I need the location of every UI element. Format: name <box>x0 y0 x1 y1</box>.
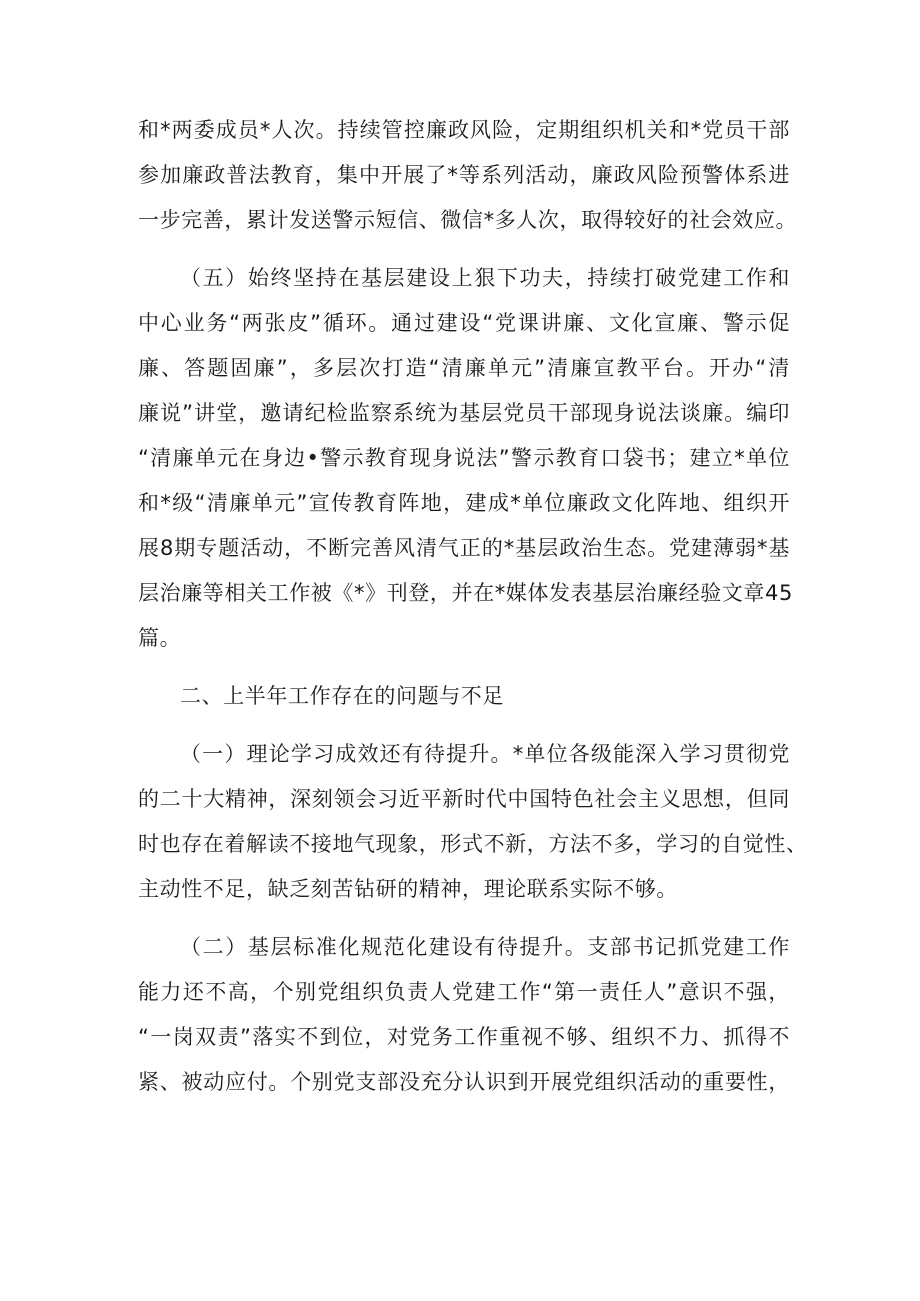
text-line: （一）理论学习成效还有待提升。*单位各级能深入学习贯彻党 <box>180 742 790 766</box>
text-line: 层治廉等相关工作被《*》刊登，并在*媒体发表基层治廉经验文章45 <box>138 581 793 605</box>
text-line: 的二十大精神，深刻领会习近平新时代中国特色社会主义思想，但同 <box>138 787 790 811</box>
text-line: 时也存在着解读不接地气现象，形式不新，方法不多，学习的自觉性、 <box>138 832 808 856</box>
text-line: 主动性不足，缺乏刻苦钻研的精神，理论联系实际不够。 <box>138 877 678 901</box>
text-line: 和*两委成员*人次。持续管控廉政风险，定期组织机关和*党员干部 <box>138 118 790 142</box>
text-line: 展8期专题活动，不断完善风清气正的*基层政治生态。党建薄弱*基 <box>138 536 790 560</box>
text-line: “清廉单元在身边•警示教育现身说法”警示教育口袋书；建立*单位 <box>138 446 790 470</box>
section-heading <box>138 674 790 719</box>
document-body <box>138 108 808 1105</box>
paragraph-gap <box>138 243 790 256</box>
text-line: 和*级“清廉单元”宣传教育阵地，建成*单位廉政文化阵地、组织开 <box>138 491 790 515</box>
text-line: 一步完善，累计发送警示短信、微信*多人次，取得较好的社会效应。 <box>138 208 798 232</box>
text-line: 廉、答题固廉”，多层次打造“清廉单元”清廉宣教平台。开办“清 <box>138 356 790 380</box>
paragraph-gap <box>138 719 790 732</box>
paragraph-issue-two <box>138 925 790 1105</box>
text-line: 篇。 <box>138 626 182 650</box>
text-line: 紧、被动应付。个别党支部没充分认识到开展党组织活动的重要性， <box>138 1070 790 1094</box>
paragraph-section-five <box>138 256 793 661</box>
text-line: 中心业务“两张皮”循环。通过建设“党课讲廉、文化宣廉、警示促 <box>138 311 790 335</box>
text-line: 廉说”讲堂，邀请纪检监察系统为基层党员干部现身说法谈廉。编印 <box>138 401 790 425</box>
text-line: 能力还不高，个别党组织负责人党建工作“第一责任人”意识不强， <box>138 980 790 1004</box>
text-line: 参加廉政普法教育，集中开展了*等系列活动，廉政风险预警体系进 <box>138 163 790 187</box>
text-line: （二）基层标准化规范化建设有待提升。支部书记抓党建工作 <box>180 935 790 959</box>
text-line: “一岗双责”落实不到位，对党务工作重视不够、组织不力、抓得不 <box>138 1025 790 1049</box>
heading-text: 二、上半年工作存在的问题与不足 <box>180 684 504 708</box>
paragraph-gap <box>138 912 790 925</box>
paragraph-continuation <box>138 108 798 243</box>
text-line: （五）始终坚持在基层建设上狠下功夫，持续打破党建工作和 <box>180 266 790 290</box>
paragraph-gap <box>138 661 790 674</box>
paragraph-issue-one <box>138 732 808 912</box>
